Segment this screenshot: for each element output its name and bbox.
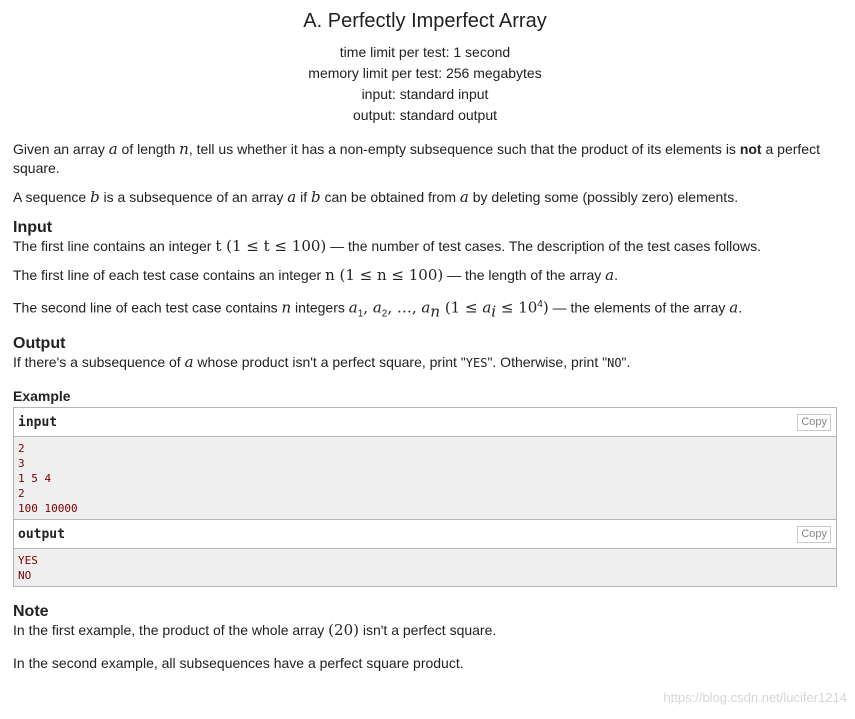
problem-title: A. Perfectly Imperfect Array bbox=[303, 10, 547, 32]
example-input-header bbox=[14, 408, 836, 437]
example-box bbox=[13, 407, 837, 587]
bold-not: not bbox=[739, 141, 762, 157]
math-expr: n (1 ≤ n ≤ 100) bbox=[325, 266, 444, 284]
math-var: n bbox=[179, 140, 189, 158]
math-var: a bbox=[459, 188, 469, 206]
input-line-1: The first line contains an integer t (1 ≤ t ≤ 100) — the number of test cases. The description of the test cases follows. bbox=[13, 237, 761, 255]
output-line-1: If there's a subsequence of a whose product isn't a perfect square, print "YES". Otherwise, print "NO". bbox=[13, 353, 631, 372]
example-output-label: output bbox=[18, 526, 65, 542]
time-limit: time limit per test: 1 second bbox=[339, 44, 511, 60]
statement-paragraph-1: Given an array a of length n, tell us whether it has a non-empty subsequence such that the product of its elements is not a perfect square. bbox=[13, 140, 820, 176]
example-output-body bbox=[14, 549, 836, 586]
code-no: NO bbox=[607, 356, 622, 371]
output-section-title: Output bbox=[13, 335, 66, 353]
math-var: n bbox=[281, 298, 292, 317]
example-input-line: 1 5 4 bbox=[18, 472, 52, 486]
example-title: Example bbox=[13, 388, 71, 405]
watermark: https://blog.csdn.net/lucifer1214 bbox=[663, 690, 847, 705]
example-input-line: 2 bbox=[18, 487, 25, 501]
problem-statement bbox=[0, 8, 855, 673]
note-line-1: In the first example, the product of the whole array (20) isn't a perfect square. bbox=[13, 621, 497, 640]
math-expr: (20) bbox=[328, 621, 359, 640]
code-yes: YES bbox=[465, 356, 488, 371]
example-input-body bbox=[14, 437, 836, 519]
statement-paragraph-2: A sequence b is a subsequence of an array a if b can be obtained from a by deleting some (possibly zero) elements. bbox=[13, 188, 739, 206]
input-line-2: The first line of each test case contains an integer n (1 ≤ n ≤ 100) — the length of the array a. bbox=[13, 266, 618, 284]
example-output-line: NO bbox=[18, 569, 32, 583]
example-input-line: 3 bbox=[18, 457, 25, 471]
example-input-line: 100 10000 bbox=[18, 502, 78, 516]
copy-input-button[interactable]: Copy bbox=[797, 414, 831, 431]
example-output-header bbox=[14, 519, 836, 549]
input-spec: input: standard input bbox=[361, 86, 489, 102]
output-spec: output: standard output bbox=[353, 107, 497, 123]
input-line-3: The second line of each test case contains n integers $a_1$, $a_2$, …, $a_n$ $(1 \le a_i \le 10^4)$ — the elements of the array a. bbox=[13, 298, 743, 321]
example-input-line: 2 bbox=[18, 442, 25, 456]
note-title: Note bbox=[13, 603, 49, 621]
note-line-2: In the second example, all subsequences have a perfect square product. bbox=[13, 655, 464, 672]
math-var: a bbox=[108, 140, 118, 158]
math-var: a bbox=[729, 298, 739, 317]
math-var: a bbox=[287, 188, 297, 206]
math-var: b bbox=[310, 188, 321, 206]
example-output-line: YES bbox=[18, 554, 38, 568]
math-var: a bbox=[184, 353, 194, 372]
example-input-label: input bbox=[18, 414, 58, 430]
math-var: b bbox=[90, 188, 100, 206]
math-expr: t (1 ≤ t ≤ 100) bbox=[215, 237, 327, 255]
memory-limit: memory limit per test: 256 megabytes bbox=[308, 65, 542, 81]
input-section-title: Input bbox=[13, 219, 53, 236]
math-var: a bbox=[605, 266, 615, 284]
copy-output-button[interactable]: Copy bbox=[797, 526, 831, 543]
